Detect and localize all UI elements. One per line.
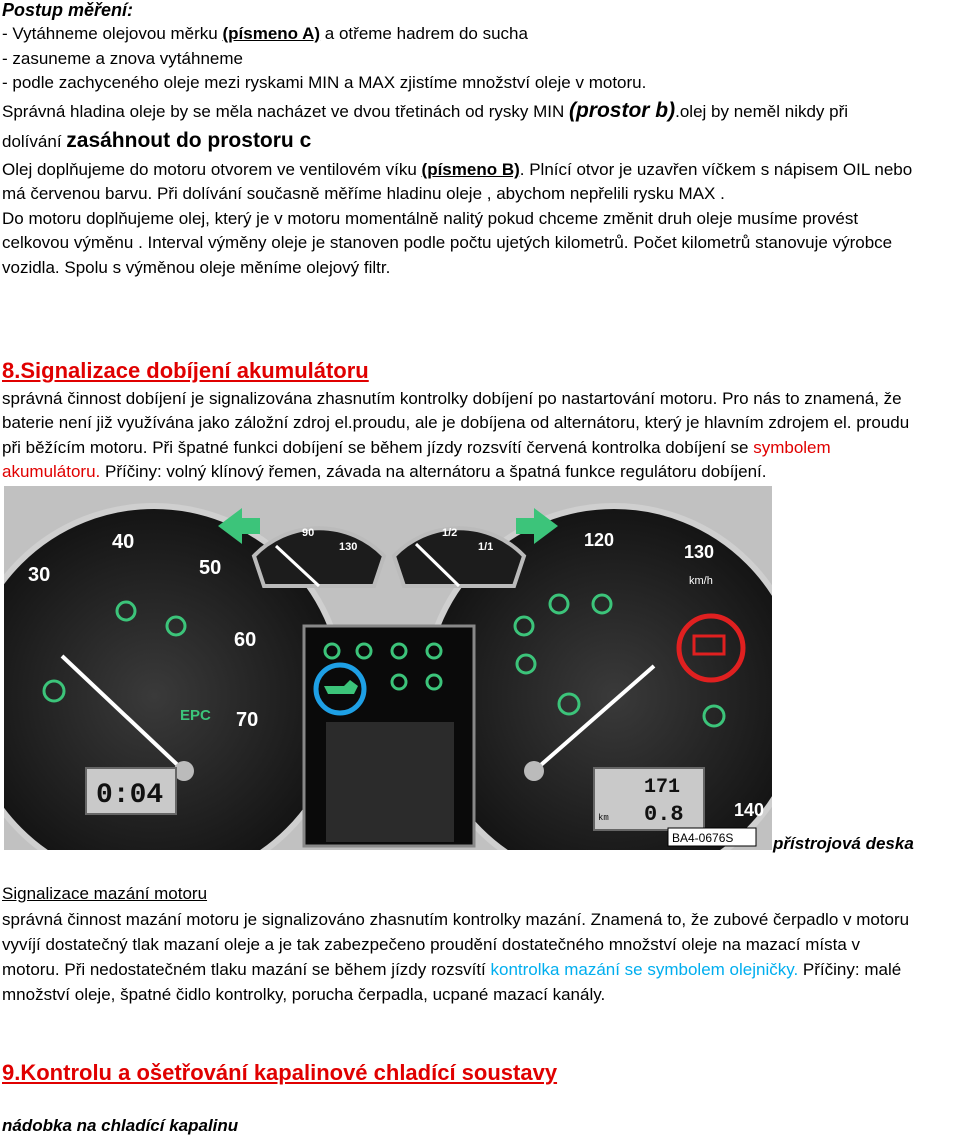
mazani-line-3: motoru. Při nedostatečném tlaku mazání se během jízdy rozsvítí kontrolka mazání se symbolem olejničky. Příčiny: malé [2, 960, 902, 979]
tacho-tick-130: 130 [684, 542, 715, 562]
epc-label: EPC [180, 707, 211, 724]
postup-line-1: - Vytáhneme olejovou měrku (písmeno A) a otřeme hadrem do sucha [2, 24, 528, 43]
tacho-unit: km/h [689, 575, 713, 587]
postup-line-5: dolívání zasáhnout do prostoru c [2, 129, 312, 152]
speed-tick-30: 30 [28, 564, 51, 586]
postup-line-9: celkovou výměnu . Interval výměny oleje je stanoven podle počtu ujetých kilometrů. Počet kilometrů stanovuje výrobce [2, 233, 893, 252]
postup-line-8: Do motoru doplňujeme olej, který je v motoru momentálně nalitý pokud chceme změnit druh oleje musíme provést [2, 209, 859, 228]
tacho-tick-120: 120 [584, 530, 615, 550]
postup-line-3: - podle zachyceného oleje mezi ryskami MIN a MAX zjistíme množství oleje v motoru. [2, 73, 647, 92]
postup-title: Postup měření: [2, 0, 134, 20]
trip-readout: 0.8 [644, 802, 684, 827]
code-label: BA4-0676S [672, 831, 734, 845]
speed-tick-50: 50 [199, 557, 222, 579]
postup-line-7: má červenou barvu. Při dolívání současně měříme hladinu oleje , abychom nepřelili rysku MAX . [2, 184, 725, 203]
clock-readout: 0:04 [96, 780, 164, 811]
s8-line-2: baterie není již využívána jako záložní zdroj el.proudu, ale je dobíjena od alternátoru, který je hlavním zdrojem el. proudu [2, 413, 910, 432]
section-8-heading: 8.Signalizace dobíjení akumulátoru [2, 358, 369, 383]
speed-tick-60: 60 [234, 629, 257, 651]
postup-line-10: vozidla. Spolu s výměnou oleje měníme olejový filtr. [2, 258, 391, 277]
mazani-heading: Signalizace mazání motoru [2, 884, 208, 903]
temp-tick-130: 130 [339, 541, 358, 553]
speed-tick-70: 70 [236, 709, 259, 731]
fuel-tick-half: 1/2 [442, 527, 458, 539]
postup-line-4: Správná hladina oleje by se měla nacházet ve dvou třetinách od rysky MIN (prostor b).olej by neměl nikdy při [2, 99, 849, 122]
section-9-heading: 9.Kontrolu a ošetřování kapalinové chladící soustavy [2, 1060, 558, 1085]
odometer-readout: 171 [644, 776, 681, 799]
section-9-subheading: nádobka na chladící kapalinu [2, 1116, 239, 1135]
postup-line-6: Olej doplňujeme do motoru otvorem ve ventilovém víku (písmeno B). Plnící otvor je uzavřen víčkem s nápisem OIL nebo [2, 160, 913, 179]
temp-tick-90: 90 [302, 527, 315, 539]
dashboard-caption: přístrojová deska [773, 834, 914, 853]
mazani-line-1: správná činnost mazání motoru je signalizováno zhasnutím kontrolky mazání. Znamená to, že zubové čerpadlo v motoru [2, 910, 910, 929]
s8-line-1: správná činnost dobíjení je signalizována zhasnutím kontrolky dobíjení po nastartování motoru. Pro nás to znamená, že [2, 389, 902, 408]
mazani-line-4: množství oleje, špatné čidlo kontrolky, porucha čerpadla, ucpané mazací kanály. [2, 985, 606, 1004]
km-label: km [598, 813, 609, 823]
mazani-line-2: vyvíjí dostatečný tlak mazaní oleje a je tak zabezpečeno proudění dostatečného množství oleje na mazací místa v [2, 935, 861, 954]
postup-line-2: - zasuneme a znova vytáhneme [2, 49, 243, 68]
tacho-tick-140: 140 [734, 800, 765, 820]
s8-line-4: akumulátoru. Příčiny: volný klínový řemen, závada na alternátoru a špatná funkce regulátoru dobíjení. [2, 462, 767, 481]
instrument-panel-photo [4, 486, 772, 850]
s8-line-3: při běžícím motoru. Při špatné funkci dobíjení se během jízdy rozsvítí červená kontrolka dobíjení se symbolem [2, 438, 831, 457]
fuel-tick-full: 1/1 [478, 541, 494, 553]
speed-tick-40: 40 [112, 531, 135, 553]
